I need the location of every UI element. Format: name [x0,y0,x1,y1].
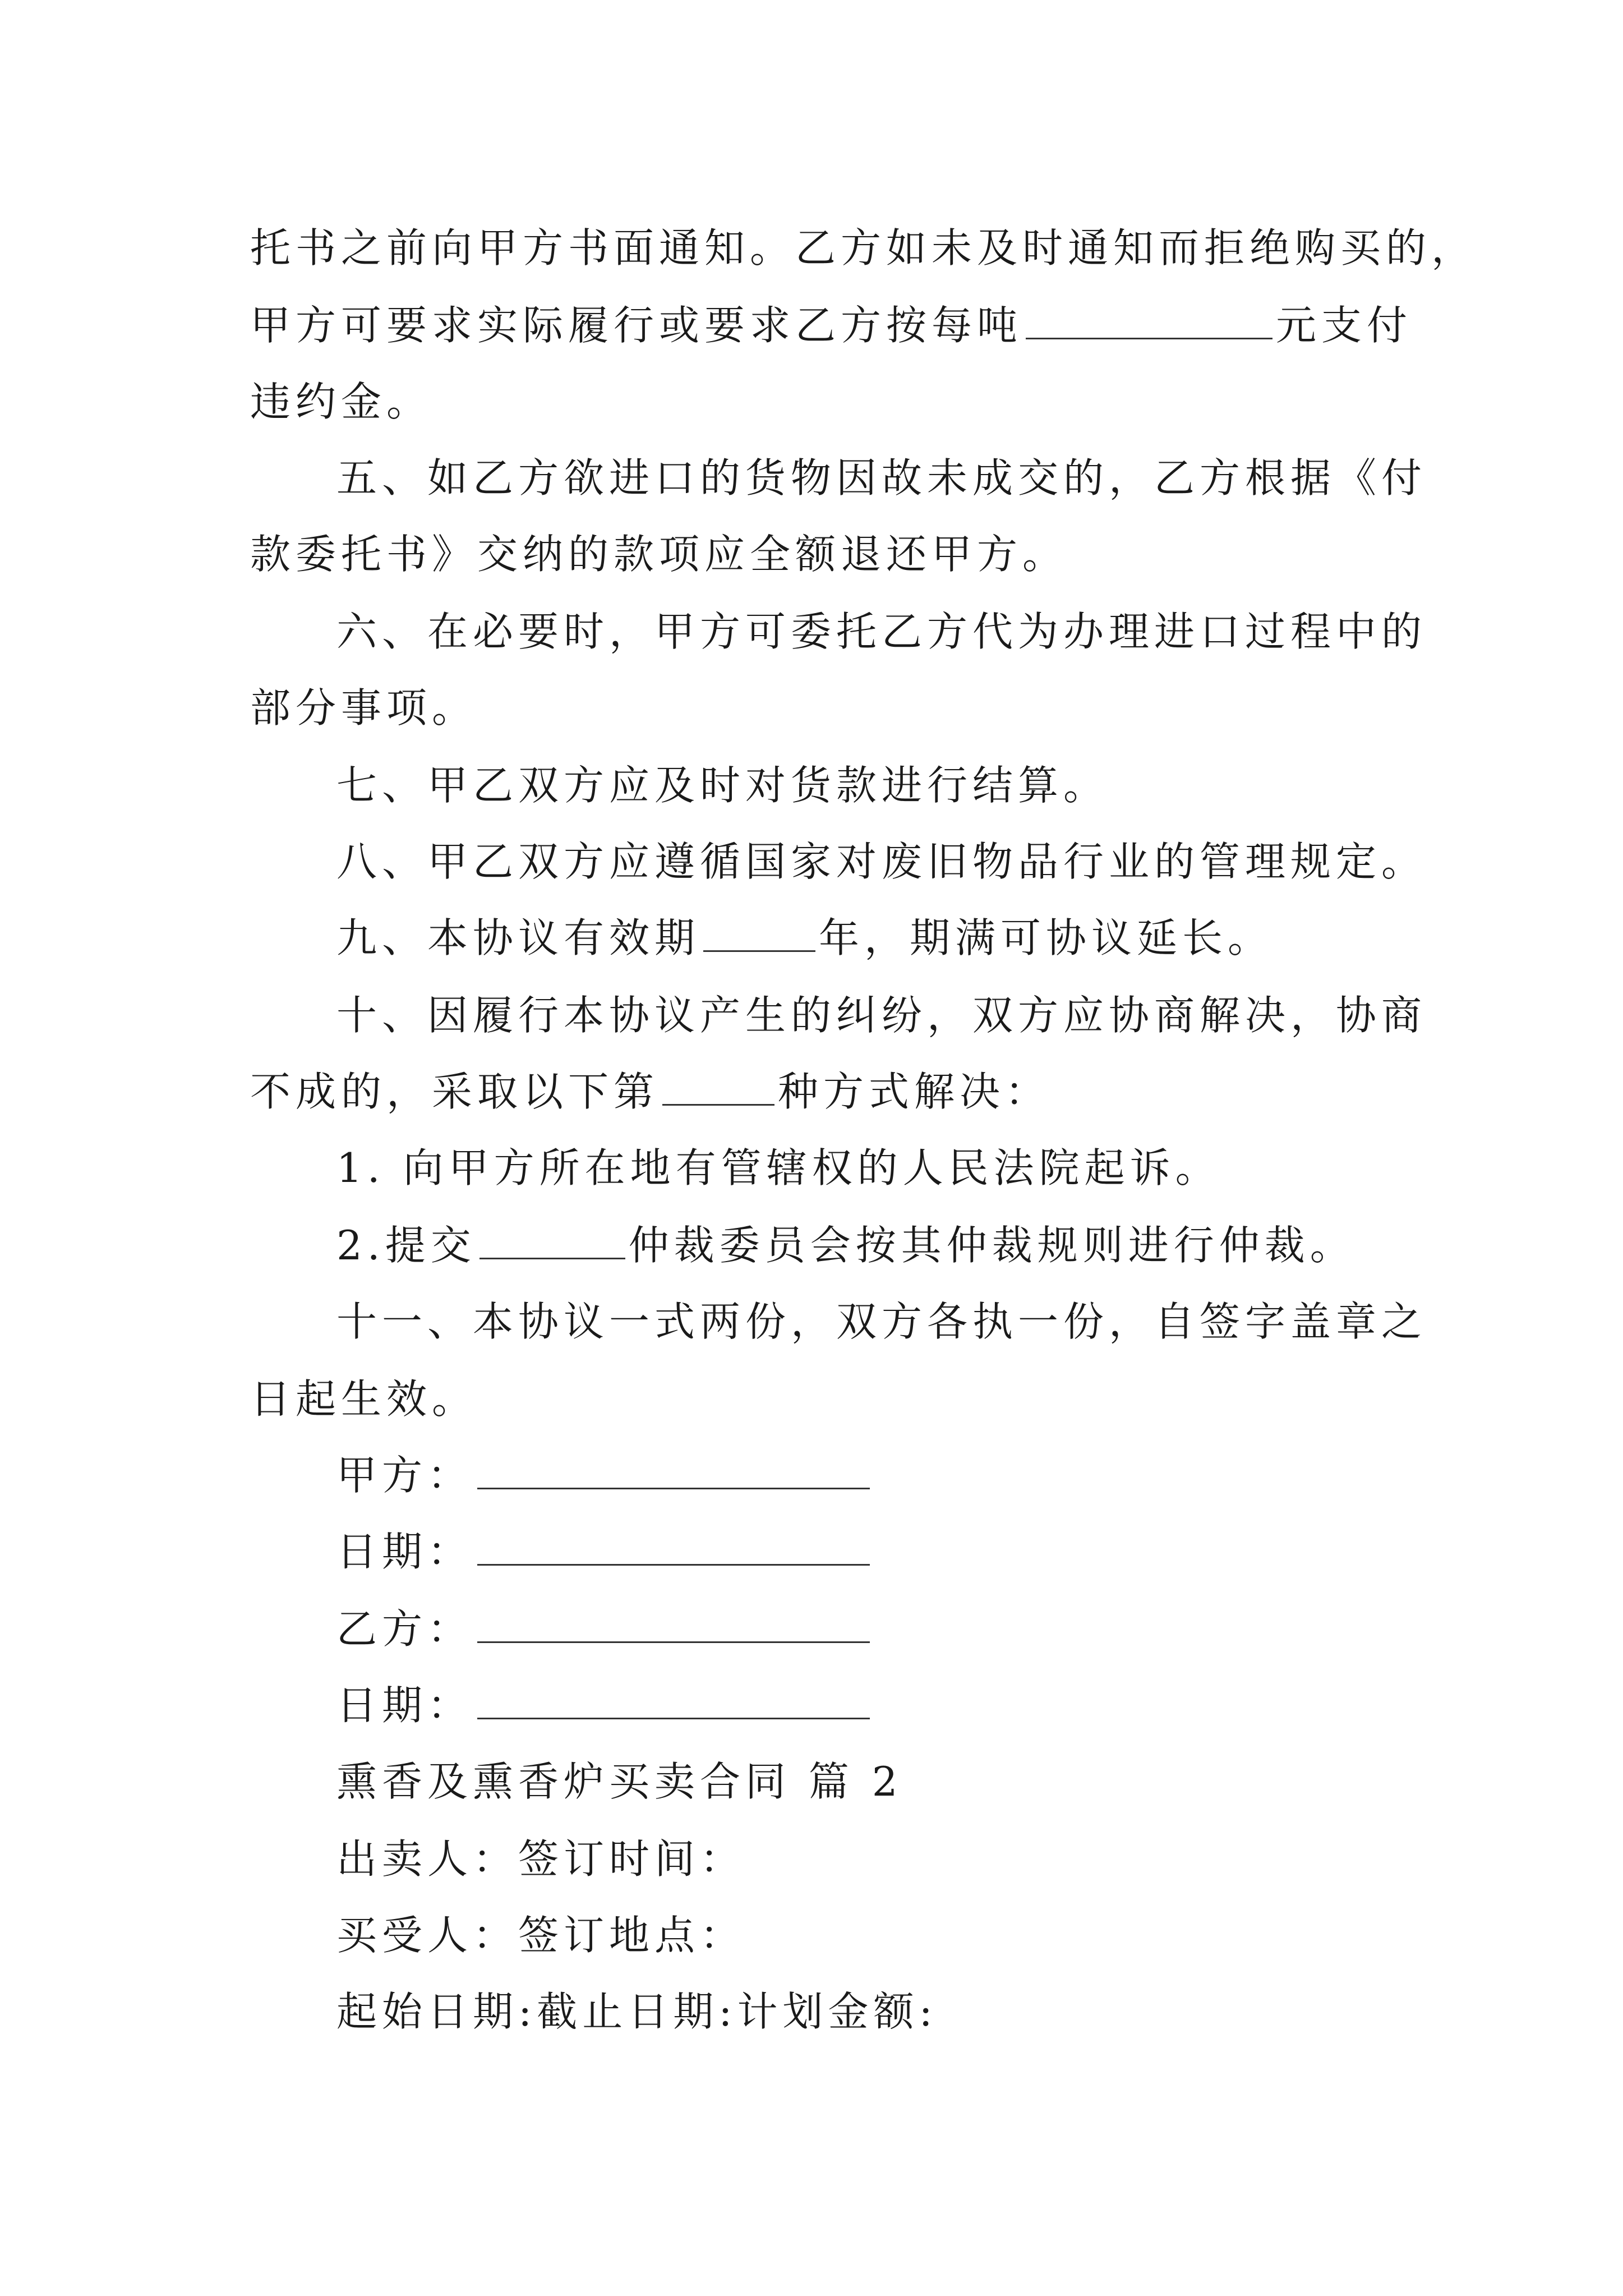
text-run: 六、在必要时，甲方可委托乙方代为办理进口过程中的 [336,608,1427,655]
fill-in-blank [479,1218,625,1259]
paragraph-line [250,1064,1050,1120]
signature-label: 甲方： [336,1452,473,1499]
text-run: 甲方可要求实际履行或要求乙方按每吨 [250,302,1023,349]
paragraph-line [336,834,1427,890]
paragraph-line [336,987,1427,1043]
signature-line [477,1678,870,1719]
dates-text: 起始日期:截止日期:计划金额: [336,1988,938,2035]
text-run: 仲裁委员会按其仲裁规则进行仲裁。 [628,1222,1355,1269]
text-run: 年，期满可协议延长。 [819,914,1274,961]
fill-in-blank [662,1065,774,1106]
paragraph-line [336,757,1109,813]
signature-label: 日期： [336,1682,473,1729]
text-run: 不成的，采取以下第 [250,1068,660,1115]
paragraph-line [336,604,1427,660]
text-run: 2.提交 [336,1222,476,1269]
signature-label: 乙方： [336,1605,473,1653]
paragraph-line [336,1217,1355,1273]
paragraph-line [250,680,477,736]
seller-text: 出卖人：签订时间： [336,1835,746,1883]
seller-line [336,1831,745,1887]
paragraph-line [336,1140,1221,1196]
signature-date-a [336,1524,870,1580]
text-run: 托书之前向甲方书面通知。乙方如未及时通知而拒绝购买的， [250,224,1477,272]
text-run: 违约金。 [250,378,432,425]
text-run: 款委托书》交纳的款项应全额退还甲方。 [250,531,1068,578]
paragraph-line [250,297,1412,353]
section-title-text: 熏香及熏香炉买卖合同 篇 2 [336,1758,903,1805]
fill-in-blank [1026,298,1272,339]
text-run: 元支付 [1276,302,1413,349]
text-run: 十一、本协议一式两份，双方各执一份，自签字盖章之 [336,1298,1427,1345]
paragraph-line [336,910,1273,966]
buyer-text: 买受人：签订地点： [336,1912,746,1959]
signature-line [477,1448,870,1489]
buyer-line [336,1907,745,1963]
text-run: 部分事项。 [250,684,478,731]
paragraph-line [250,526,1068,582]
text-run: 十、因履行本协议产生的纠纷，双方应协商解决，协商 [336,992,1427,1039]
text-run: 日起生效。 [250,1375,478,1423]
signature-party-b [336,1601,870,1657]
paragraph-line [250,1371,477,1427]
signature-label: 日期： [336,1528,473,1575]
paragraph-line [250,374,432,430]
dates-line [336,1984,938,2040]
signature-line [477,1525,870,1566]
text-run: 八、甲乙双方应遵循国家对废旧物品行业的管理规定。 [336,838,1427,885]
signature-date-b [336,1677,870,1733]
paragraph-line [250,220,1477,276]
text-run: 种方式解决： [778,1068,1051,1115]
section-title [336,1754,903,1810]
text-run: 七、甲乙双方应及时对货款进行结算。 [336,762,1109,809]
signature-line [477,1602,870,1643]
fill-in-blank [703,911,815,952]
paragraph-line [336,1294,1427,1350]
text-run: 五、如乙方欲进口的货物因故未成交的，乙方根据《付 [336,454,1427,501]
signature-party-a [336,1447,870,1503]
text-run: 九、本协议有效期 [336,914,700,961]
paragraph-line [336,450,1427,506]
text-run: 1. 向甲方所在地有管辖权的人民法院起诉。 [336,1144,1221,1191]
